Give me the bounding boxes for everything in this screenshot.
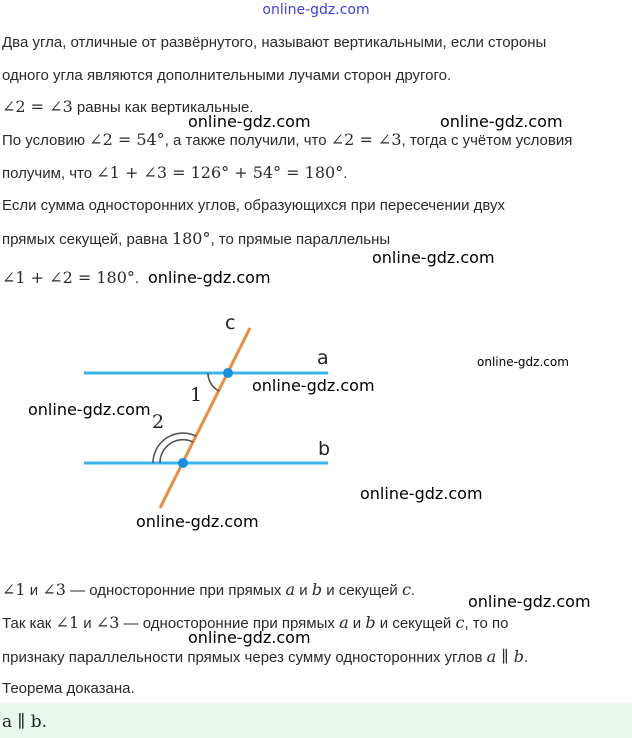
watermark-top: online-gdz.com: [262, 2, 370, 18]
watermark: online-gdz.com: [148, 268, 271, 287]
paragraph-condition-1: [2, 130, 572, 149]
answer-box: [0, 703, 632, 738]
watermark: online-gdz.com: [252, 376, 375, 395]
text-fragment: и секущей: [326, 582, 398, 599]
text-fragment: .: [343, 165, 348, 182]
watermark: online-gdz.com: [136, 512, 259, 531]
paragraph-proved: Теорема доказана.: [2, 680, 135, 697]
math-expression: a: [285, 580, 296, 599]
text-fragment: и: [352, 615, 362, 632]
text-fragment: , то по: [464, 615, 509, 632]
watermark: online-gdz.com: [372, 248, 495, 267]
math-expression: ∠2 = ∠3: [2, 97, 73, 116]
math-expression: 180°: [171, 229, 211, 248]
parallel-lines-diagram: [0, 300, 632, 540]
watermark: online-gdz.com: [440, 112, 563, 131]
watermark: online-gdz.com: [188, 112, 311, 131]
label-angle-2: 2: [152, 411, 165, 433]
math-expression: b: [365, 613, 376, 632]
math-expression: ∠3: [95, 613, 120, 632]
math-expression: b: [311, 580, 323, 599]
intersection-point-a: [223, 368, 233, 378]
text-fragment: и: [299, 582, 308, 599]
paragraph-sum-rule-2: [2, 229, 390, 248]
math-expression: a: [339, 613, 349, 632]
paragraph-sum-equation: [2, 268, 139, 287]
text-fragment: , тогда с учётом условия: [401, 132, 573, 149]
math-expression: ∠3: [42, 580, 66, 599]
paragraph-since-2: [2, 647, 528, 666]
transversal-c: [160, 328, 250, 508]
text-fragment: — односторонние при прямых: [70, 582, 282, 599]
watermark: online-gdz.com: [28, 400, 151, 419]
intersection-point-b: [178, 458, 188, 468]
math-expression: ∠2 = ∠3: [330, 130, 402, 149]
text-fragment: По условию: [2, 132, 85, 149]
label-angle-1: 1: [190, 384, 203, 406]
text-fragment: .: [134, 270, 140, 287]
text-fragment: и секущей: [379, 615, 452, 632]
paragraph-condition-2: [2, 163, 347, 182]
math-expression: c: [401, 580, 411, 599]
text-fragment: — односторонние при прямых: [123, 615, 335, 632]
label-c: c: [225, 312, 236, 334]
math-expression: ∠1: [55, 613, 80, 632]
paragraph-sum-rule-1: Если сумма односторонних углов, образующихся при пересечении двух: [2, 197, 506, 214]
text-fragment: равны как вертикальные.: [76, 99, 254, 116]
watermark: online-gdz.com: [360, 484, 483, 503]
math-expression: ∠1 + ∠2 = 180°: [2, 268, 135, 287]
text-fragment: признаку параллельности прямых через сумму односторонних углов: [2, 649, 483, 666]
math-expression: ∠1: [2, 580, 26, 599]
angle-1-arc: [208, 373, 219, 391]
paragraph-one-sided: [2, 580, 415, 599]
math-expression: a ∥ b: [486, 647, 525, 666]
watermark: online-gdz.com: [468, 592, 591, 611]
watermark: online-gdz.com: [477, 355, 569, 369]
math-expression: ∠1 + ∠3 = 126° + 54° = 180°: [96, 163, 344, 182]
paragraph-since-1: [2, 613, 508, 632]
math-expression: c: [455, 613, 465, 632]
text-fragment: и: [29, 582, 39, 599]
text-fragment: , то прямые параллельны: [210, 231, 391, 248]
label-a: a: [317, 347, 329, 369]
answer-text: a ∥ b.: [2, 712, 48, 732]
text-fragment: .: [524, 649, 529, 666]
text-fragment: , а также получили, что: [164, 132, 327, 149]
math-expression: ∠2 = 54°: [89, 130, 165, 149]
text-fragment: Так как: [2, 615, 52, 632]
text-fragment: и: [83, 615, 92, 632]
watermark: online-gdz.com: [188, 628, 311, 647]
paragraph-vertical-def-1: Два угла, отличные от развёрнутого, называют вертикальными, если стороны: [2, 34, 547, 51]
text-fragment: прямых секущей, равна: [2, 231, 168, 248]
text-fragment: .: [410, 582, 416, 599]
text-fragment: получим, что: [2, 165, 93, 182]
label-b: b: [318, 438, 331, 460]
paragraph-vertical-def-2: одного угла являются дополнительными лучами сторон другого.: [2, 67, 452, 84]
